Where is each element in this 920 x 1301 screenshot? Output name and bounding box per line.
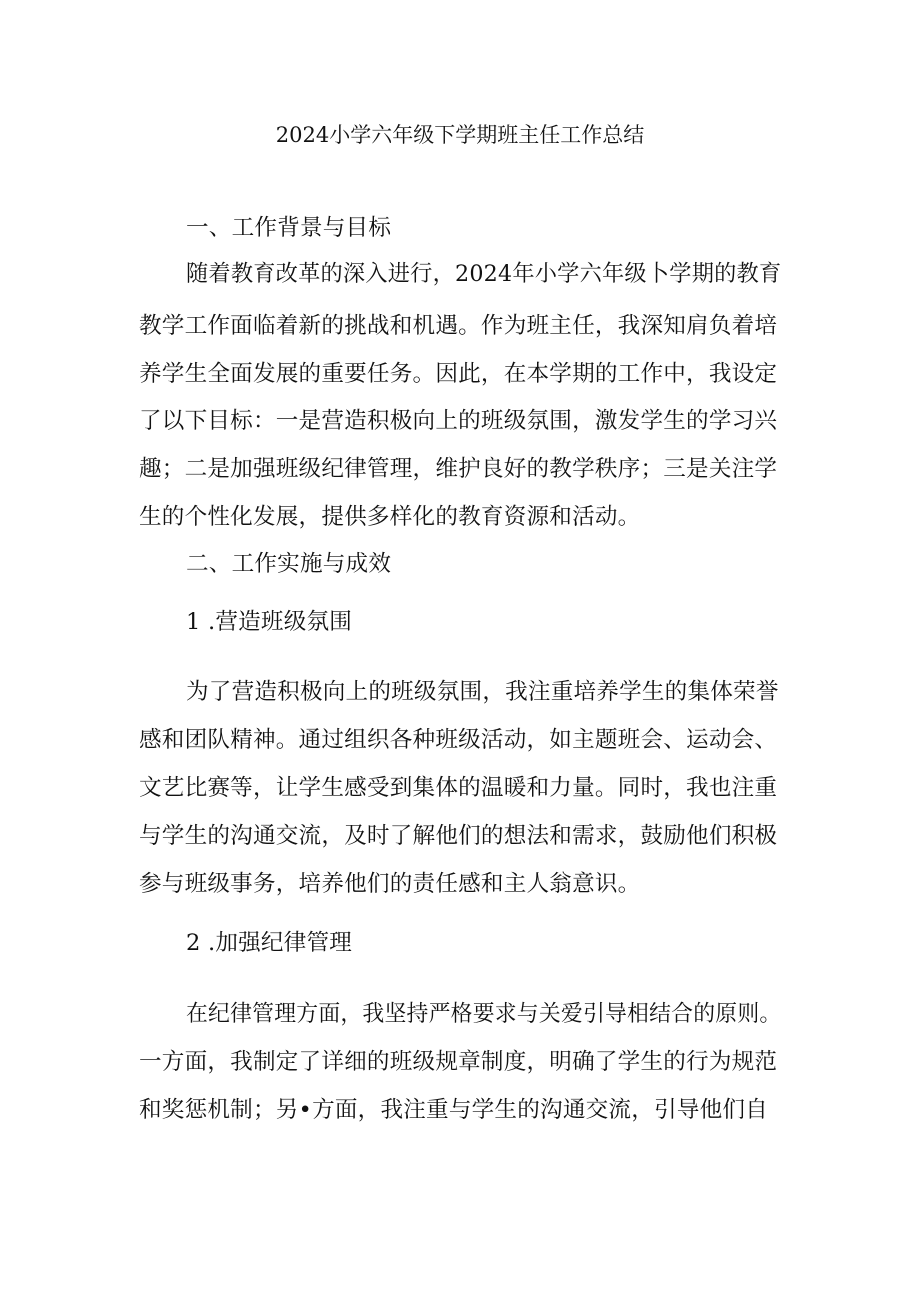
paragraph-line: 与学生的沟通交流，及时了解他们的想法和需求，鼓励他们积极 [139, 823, 778, 849]
paragraph-line: 和奖惩机制；另•方面，我注重与学生的沟通交流，引导他们自 [139, 1097, 768, 1123]
paragraph-line: 趣；二是加强班级纪律管理，维护良好的教学秩序；三是关注学 [139, 456, 778, 482]
paragraph-line: 参与班级事务，培养他们的责任感和主人翁意识。 [139, 871, 641, 897]
paragraph-line: 为了营造积极向上的班级氛围，我注重培养学生的集体荣誉 [186, 679, 779, 705]
paragraph-line: 了以下目标：一是营造积极向上的班级氛围，激发学生的学习兴 [139, 408, 778, 434]
paragraph-line: 教学工作面临着新的挑战和机遇。作为班主任，我深知肩负着培 [139, 313, 778, 339]
paragraph-line: 感和团队精神。通过组织各种班级活动，如主题班会、运动会、 [139, 727, 778, 753]
section-heading-1: 一、工作背景与目标 [186, 215, 392, 241]
subsection-heading-1: 1 .营造班级氛围 [186, 609, 353, 635]
paragraph-line: 在纪律管理方面，我坚持严格要求与关爱引导相结合的原则。 [186, 1001, 782, 1027]
section-heading-2: 二、工作实施与成效 [186, 551, 392, 577]
paragraph-line: 生的个性化发展，提供多样化的教育资源和活动。 [139, 504, 641, 530]
document-title: 2024小学六年级下学期班主任工作总结 [275, 123, 645, 147]
subsection-heading-2: 2 .加强纪律管理 [186, 930, 353, 956]
paragraph-line: 养学生全面发展的重要任务。因此，在本学期的工作中，我设定 [139, 361, 778, 387]
paragraph-line: 一方面，我制定了详细的班级规章制度，明确了学生的行为规范 [139, 1049, 778, 1075]
paragraph-line: 文艺比赛等，让学生感受到集体的温暖和力量。同时，我也注重 [139, 775, 778, 801]
paragraph-line: 随着教育改革的深入进行，2024年小学六年级卜学期的教育 [186, 261, 782, 287]
